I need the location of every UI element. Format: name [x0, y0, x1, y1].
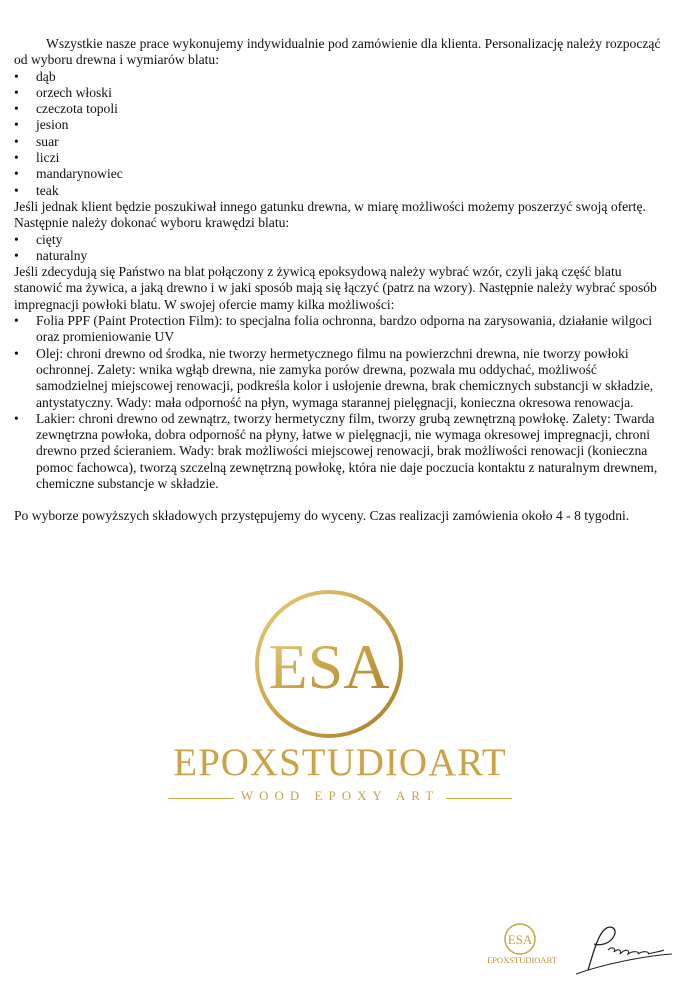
footer-logo-name: EPOXSTUDIOART [487, 955, 557, 965]
impregnation-list [14, 313, 664, 492]
list-item: • cięty [14, 232, 664, 248]
signature-icon [574, 920, 674, 980]
footer-monogram: ESA [507, 932, 533, 947]
list-item: • Lakier: chroni drewno od zewnątrz, tworzy hermetyczny film, tworzy grubą zewnętrzną powłokę. Zalety: Twarda zewnętrzna powłoka, dobra odporność na płyny, łatwe w pielęgnacji, nie wymaga okresowej impregnacji, chroni drewno przed ścieraniem. Wady: brak możliwości miejscowej renowacji, brak możliwości renowacji (konieczna pomoc fachowca), tworzą szczelną zewnętrzną powłokę, która nie daje poczucia kontaktu z naturalnym drewnem, chemiczne substancje w składzie. [14, 411, 664, 492]
list-item: • Folia PPF (Paint Protection Film): to specjalna folia ochronna, bardzo odporna na zarysowania, działanie wilgoci oraz promieniowanie UV [14, 313, 664, 346]
logo-emblem-icon [120, 588, 560, 738]
wood-list [14, 69, 664, 199]
list-item: • naturalny [14, 248, 664, 264]
logo-tagline: WOOD EPOXY ART [240, 788, 440, 803]
impregnation-paragraph: Jeśli zdecydują się Państwo na blat połączony z żywicą epoksydową należy wybrać wzór, czyli jaką część blatu stanowić ma żywica, a jaką drewno i w jaki sposób mają się łączyć (patrz na wzory). Następnie należy wybrać sposób impregnacji powłoki blatu. W swojej ofercie mamy kilka możliwości: [14, 264, 657, 312]
list-item: • mandarynowiec [14, 166, 664, 182]
list-item: • liczi [14, 150, 664, 166]
list-item: • czeczota topoli [14, 101, 664, 117]
list-item: • dąb [14, 69, 664, 85]
footer-logo [480, 922, 564, 972]
list-item: • jesion [14, 117, 664, 133]
footer-emblem-icon [480, 922, 564, 956]
list-item: • orzech włoski [14, 85, 664, 101]
list-item: • suar [14, 134, 664, 150]
logo-monogram: ESA [268, 631, 390, 702]
list-item: • Olej: chroni drewno od środka, nie tworzy hermetycznego filmu na powierzchni drewna, nie tworzy powłoki ochronnej. Zalety: wnika wgłąb drewna, nie zamyka porów drewna, pozwala mu oddychać, możliwość samodzielnej miejscowej renowacji, podkreśla kolor i usłojenie drewna, brak chemicznych substancji w składzie, antystatyczny. Wady: mała odporność na płyn, wymaga starannej pielęgnacji, konieczna okresowa renowacja. [14, 346, 664, 411]
edges-paragraph: Jeśli jednak klient będzie poszukiwał innego gatunku drewna, w miarę możliwości możemy poszerzyć swoją ofertę. Następnie należy dokonać wyboru krawędzi blatu: [14, 198, 646, 231]
body-text [14, 36, 664, 525]
list-item: • teak [14, 183, 664, 199]
closing-paragraph: Po wyborze powyższych składowych przystępujemy do wyceny. Czas realizacji zamówienia około 4 - 8 tygodni. [14, 508, 630, 524]
logo-name: EPOXSTUDIOART [173, 741, 507, 784]
logo-rule-right [446, 798, 512, 799]
intro-paragraph: Wszystkie nasze prace wykonujemy indywidualnie pod zamówienie dla klienta. Personalizację należy rozpocząć od wyboru drewna i wymiarów blatu: [14, 36, 661, 68]
brand-logo [120, 588, 560, 818]
edge-list [14, 232, 664, 265]
